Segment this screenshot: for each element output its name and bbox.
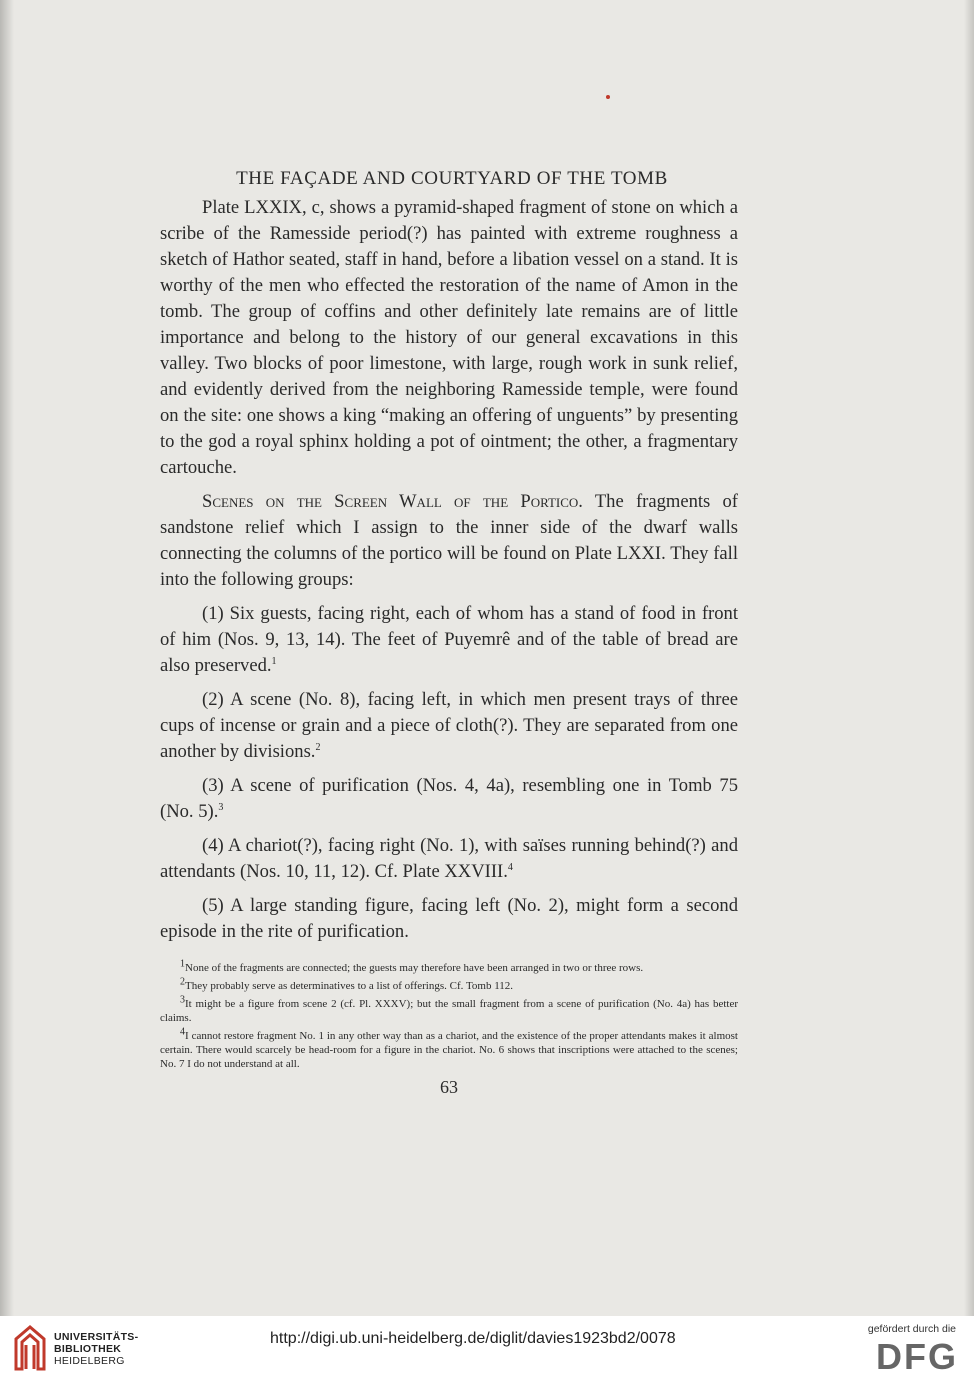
footnote-ref[interactable]: 1 bbox=[271, 655, 277, 667]
footnote-3 bbox=[160, 994, 738, 1025]
group-item-text: (3) A scene of purification (Nos. 4, 4a), resembling one in Tomb 75 (No. 5). bbox=[160, 775, 738, 822]
footnote-mark: 4 bbox=[180, 1026, 185, 1038]
group-item-text: (4) A chariot(?), facing right (No. 1), with saïses running behind(?) and attendants (Nos. 10, 11, 12). Cf. Plate XXVIII. bbox=[160, 835, 738, 882]
paragraph-screen-wall bbox=[160, 489, 738, 593]
footnote-mark: 2 bbox=[180, 976, 185, 988]
running-head: THE FAÇADE AND COURTYARD OF THE TOMB bbox=[236, 168, 668, 189]
group-item-3 bbox=[160, 773, 738, 825]
section-heading: Scenes on the Screen Wall of the Portico. bbox=[202, 491, 583, 512]
group-item-2 bbox=[160, 687, 738, 765]
group-item-text: (1) Six guests, facing right, each of whom has a stand of food in front of him (Nos. 9, 13, 14). The feet of Puyemrê and of the table of bread are also preserved. bbox=[160, 603, 738, 676]
ink-speck bbox=[606, 95, 610, 99]
paragraph-plate-lxxix: Plate LXXIX, c, shows a pyramid-shaped fragment of stone on which a scribe of the Ramesside period(?) has painted with extreme roughness a sketch of Hathor seated, staff in hand, before a libation vessel on a stand. It is worthy of the men who effected the restoration of the name of Amon in the tomb. The group of coffins and other definitely late remains are of little importance and belong to the history of our general excavations in this valley. Two blocks of poor limestone, with large, rough work in sunk relief, and evidently derived from the neighboring Ramesside temple, were found on the site: one shows a king “making an offering of unguents” by presenting to the god a royal sphinx holding a pot of ointment; the other, a fragmentary cartouche. bbox=[160, 197, 738, 478]
footnote-ref[interactable]: 2 bbox=[315, 741, 321, 753]
permalink[interactable]: http://digi.ub.uni-heidelberg.de/diglit/davies1923bd2/0078 bbox=[270, 1330, 676, 1347]
institution-line-3: HEIDELBERG bbox=[54, 1355, 125, 1367]
page-body bbox=[160, 195, 738, 1098]
footnote-4 bbox=[160, 1026, 738, 1071]
group-item-1 bbox=[160, 601, 738, 679]
footnote-text: It might be a figure from scene 2 (cf. Pl. XXXV); but the small fragment from a scene of purification (No. 4a) has better claims. bbox=[160, 998, 738, 1024]
footnote-text: I cannot restore fragment No. 1 in any other way than as a chariot, and the existence of the proper attendants makes it almost certain. There would scarcely be head-room for a figure in the chariot. No. 6 shows that inscriptions were attached to the scenes; No. 7 I do not understand at all. bbox=[160, 1030, 738, 1070]
viewer-footer bbox=[0, 1316, 974, 1380]
footnote-1 bbox=[160, 958, 738, 975]
footnotes bbox=[160, 958, 738, 1071]
institution-name bbox=[54, 1331, 138, 1367]
institution-line-2: BIBLIOTHEK bbox=[54, 1343, 122, 1355]
institution-line-1: UNIVERSITÄTS- bbox=[54, 1331, 139, 1343]
page-number: 63 bbox=[440, 1077, 458, 1097]
footnote-mark: 1 bbox=[180, 958, 185, 970]
footnote-ref[interactable]: 4 bbox=[507, 861, 513, 873]
library-logo-icon bbox=[12, 1325, 48, 1371]
footnote-ref[interactable]: 3 bbox=[218, 801, 224, 813]
footnote-text: None of the fragments are connected; the guests may therefore have been arranged in two or three rows. bbox=[185, 962, 644, 974]
funded-by-label: gefördert durch die bbox=[867, 1323, 956, 1335]
footnote-text: They probably serve as determinatives to a list of offerings. Cf. Tomb 112. bbox=[185, 980, 514, 992]
group-item-4 bbox=[160, 833, 738, 885]
footnote-2 bbox=[160, 976, 738, 993]
dfg-logo: DFG bbox=[876, 1336, 958, 1377]
group-item-text: (2) A scene (No. 8), facing left, in which men present trays of three cups of incense or grain and a piece of cloth(?). They are separated from one another by divisions. bbox=[160, 689, 738, 762]
section-text: The fragments of sandstone relief which I assign to the inner side of the dwarf walls connecting the columns of the portico will be found on Plate LXXI. They fall into the following groups: bbox=[160, 491, 738, 590]
footnote-mark: 3 bbox=[180, 994, 185, 1006]
group-item-5: (5) A large standing figure, facing left (No. 2), might form a second episode in the rite of purification. bbox=[160, 895, 738, 942]
